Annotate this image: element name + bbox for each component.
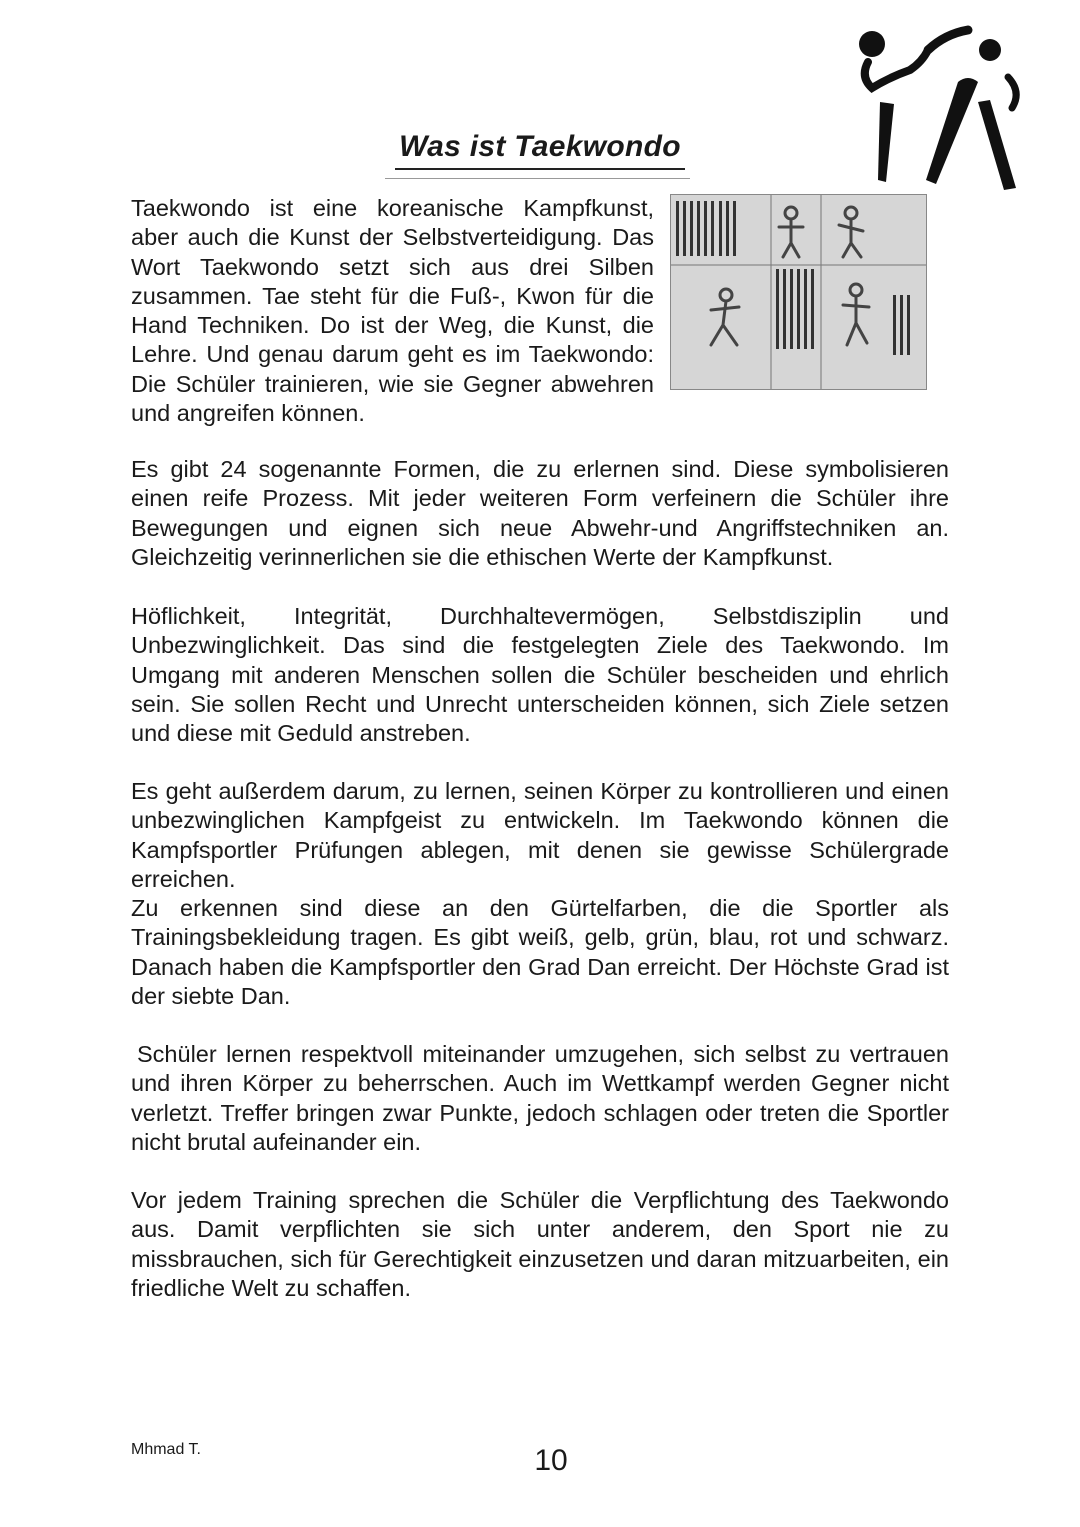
paragraph-body-control: Es geht außerdem darum, zu lernen, seinen Körper zu kontrollieren und einen unbezwinglichen Kampfgeist zu entwickeln. Im Taekwondo können die Kampfsportler Prüfungen ablegen, mit denen sie gewisse Schülergrade erreichen. xyxy=(131,778,949,892)
page-title-text: Was ist Taekwondo xyxy=(395,130,685,170)
page-title xyxy=(0,130,1080,170)
paragraph-forms: Es gibt 24 sogenannte Formen, die zu erlernen sind. Diese symbolisieren einen reife Prozess. Mit jeder weiteren Form verfeinern die Schüler ihre Bewegungen und eignen sich neue Abwehr-und Angriffstechniken an. Gleichzeitig verinnerlichen sie die ethischen Werte der Kampfkunst. xyxy=(131,456,949,570)
footer-author: Mhmad T. xyxy=(131,1441,201,1458)
page-number: 10 xyxy=(534,1444,568,1477)
paragraph-values: Höflichkeit, Integrität, Durchhaltevermögen, Selbstdisziplin und Unbezwinglichkeit. Das sind die festgelegten Ziele des Taekwondo. Im Umgang mit anderen Menschen sollen die Schüler bescheiden und ehrlich sein. Sie sollen Recht und Unrecht unterscheiden können, sich Ziele setzen und diese mit Geduld anstreben. xyxy=(131,603,949,747)
paragraph-belt-colors: Zu erkennen sind diese an den Gürtelfarben, die die Sportler als Trainingsbekleidung tragen. Es gibt weiß, gelb, grün, blau, rot und schwarz. Danach haben die Kampfsportler den Grad Dan erreicht. Der Höchste Grad ist der siebte Dan. xyxy=(131,895,949,1009)
paragraph-respect: Schüler lernen respektvoll miteinander umzugehen, sich selbst zu vertrauen und ihren Körper zu beherrschen. Auch im Wettkampf werden Gegner nicht verletzt. Treffer bringen zwar Punkte, jedoch schlagen oder treten die Sportler nicht brutal aufeinander ein. xyxy=(131,1041,949,1155)
historic-martial-arts-manual-photo xyxy=(670,194,927,390)
paragraph-oath: Vor jedem Training sprechen die Schüler die Verpflichtung des Taekwondo aus. Damit verpflichten sie sich unter anderem, den Sport nie zu missbrauchen, sich für Gerechtigkeit einzusetzen und daran mitzuarbeiten, ein friedliche Welt zu schaffen. xyxy=(131,1187,949,1301)
paragraph-intro: Taekwondo ist eine koreanische Kampfkunst, aber auch die Kunst der Selbstverteidigung. Das Wort Taekwondo setzt sich aus drei Silben zusammen. Tae steht für die Fuß-, Kwon für die Hand Techniken. Do ist der Weg, die Kunst, die Lehre. Und genau darum geht es im Taekwondo: Die Schüler trainieren, wie sie Gegner abwehren und angreifen können. xyxy=(131,195,654,427)
title-underline xyxy=(385,178,690,179)
